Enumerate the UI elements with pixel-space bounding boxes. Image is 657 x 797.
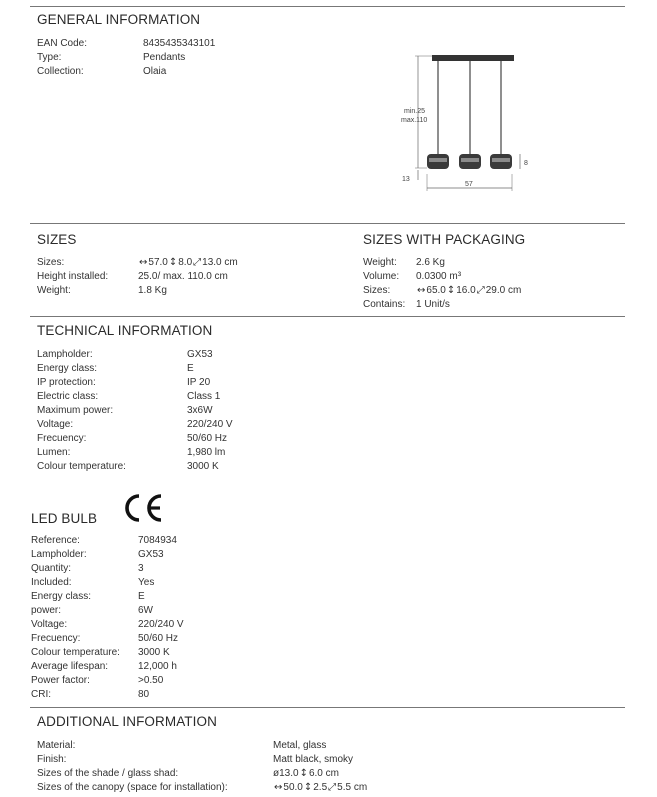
pack-sizes-value	[416, 284, 521, 298]
technical-row	[37, 348, 233, 362]
led-row	[31, 576, 184, 590]
technical-value: 3x6W	[187, 405, 213, 416]
type-label: Type:	[37, 52, 62, 63]
canopy-width: 50.0	[283, 782, 303, 793]
led-value: E	[138, 591, 145, 602]
height-arrow-icon: ↕	[299, 768, 308, 779]
height-arrow-icon: ↕	[446, 285, 456, 296]
led-row	[31, 604, 184, 618]
technical-value: IP 20	[187, 377, 211, 388]
weight-label: Weight:	[37, 285, 71, 296]
led-row	[31, 646, 184, 660]
technical-key: Lumen:	[37, 447, 71, 458]
divider-general-sizes	[30, 223, 625, 224]
led-row	[31, 562, 184, 576]
height-label-max: max.110	[401, 117, 428, 124]
shade-3	[490, 154, 512, 169]
depth-arrow-icon: ⤢	[193, 257, 202, 268]
pack-height: 16.0	[456, 285, 476, 296]
pack-weight-label: Weight:	[363, 257, 397, 268]
shade-size-label: Sizes of the shade / glass shad:	[37, 768, 179, 779]
led-row	[31, 660, 184, 674]
sizes-row	[37, 270, 238, 284]
technical-row	[37, 390, 233, 404]
technical-key: Maximum power:	[37, 405, 114, 416]
finish-value: Matt black, smoky	[273, 754, 354, 765]
depth-arrow-icon: ⤢	[328, 782, 337, 793]
ce-mark-icon	[122, 492, 164, 524]
technical-value: 50/60 Hz	[187, 433, 228, 444]
led-value: 7084934	[138, 535, 177, 546]
led-value: 80	[138, 689, 150, 700]
led-value: 50/60 Hz	[138, 633, 179, 644]
width-arrow-icon: ↔	[139, 257, 148, 268]
technical-row	[37, 376, 233, 390]
technical-row	[37, 460, 233, 474]
pack-depth: 29.0 cm	[485, 285, 522, 296]
side-label: 8	[524, 160, 528, 167]
additional-row	[37, 781, 367, 795]
led-value: Yes	[138, 577, 155, 588]
technical-row	[37, 446, 233, 460]
general-row	[37, 65, 215, 79]
ean-label: EAN Code:	[37, 38, 88, 49]
sizes-row	[37, 256, 238, 270]
led-key: power:	[31, 605, 62, 616]
led-key: Quantity:	[31, 563, 72, 574]
led-value: 6W	[138, 605, 153, 616]
height-arrow-icon: ↕	[168, 257, 178, 268]
technical-value: GX53	[187, 349, 213, 360]
led-row	[31, 674, 184, 688]
led-row	[31, 632, 184, 646]
led-key: Lampholder:	[31, 549, 87, 560]
general-info-title: GENERAL INFORMATION	[37, 12, 201, 27]
led-key: Voltage:	[31, 619, 68, 630]
technical-key: Lampholder:	[37, 349, 93, 360]
additional-row	[37, 739, 367, 753]
height-label-min: min.25	[404, 108, 426, 115]
packaging-row	[363, 256, 521, 270]
led-key: Energy class:	[31, 591, 92, 602]
collection-label: Collection:	[37, 66, 84, 77]
collection-value: Olaia	[143, 66, 167, 77]
width-arrow-icon: ↔	[274, 782, 283, 793]
technical-value: 3000 K	[187, 461, 219, 472]
led-key: Colour temperature:	[31, 647, 120, 658]
material-label: Material:	[37, 740, 76, 751]
sizes-row	[37, 284, 238, 298]
ean-value: 8435435343101	[143, 38, 216, 49]
general-info-list	[37, 37, 215, 79]
divider-top	[30, 6, 625, 7]
technical-key: Voltage:	[37, 419, 74, 430]
canopy-height: 2.5	[313, 782, 328, 793]
depth-arrow-icon: ⤢	[476, 285, 485, 296]
divider-sizes-technical	[30, 316, 625, 317]
shade-diameter: ø13.0	[273, 768, 299, 779]
technical-key: Frecuency:	[37, 433, 87, 444]
led-value: 220/240 V	[138, 619, 184, 630]
led-row	[31, 534, 184, 548]
led-value: 3000 K	[138, 647, 170, 658]
technical-row	[37, 404, 233, 418]
technical-row	[37, 362, 233, 376]
packaging-title: SIZES WITH PACKAGING	[363, 232, 526, 247]
packaging-row	[363, 284, 521, 298]
led-key: Power factor:	[31, 675, 90, 686]
sizes-title: SIZES	[37, 232, 77, 247]
technical-value: 1,980 lm	[187, 447, 226, 458]
led-row	[31, 688, 184, 702]
led-key: Average lifespan:	[31, 661, 109, 672]
led-value: 3	[138, 563, 144, 574]
additional-row	[37, 753, 367, 767]
height-installed-value: 25.0/ max. 110.0 cm	[138, 271, 228, 282]
divider-led-additional	[30, 707, 625, 708]
led-key: Included:	[31, 577, 72, 588]
led-bulb-list	[31, 534, 184, 702]
shade-size-value	[273, 767, 339, 781]
technical-key: IP protection:	[37, 377, 96, 388]
pack-contains-value: 1 Unit/s	[416, 299, 450, 310]
technical-row	[37, 432, 233, 446]
finish-label: Finish:	[37, 754, 67, 765]
technical-list	[37, 348, 233, 474]
technical-row	[37, 418, 233, 432]
weight-value: 1.8 Kg	[138, 285, 167, 296]
pack-width: 65.0	[426, 285, 446, 296]
packaging-row	[363, 298, 521, 312]
technical-key: Energy class:	[37, 363, 98, 374]
led-value: GX53	[138, 549, 164, 560]
additional-title: ADDITIONAL INFORMATION	[37, 714, 217, 729]
sizes-width: 57.0	[148, 257, 168, 268]
bottom-left-label: 13	[402, 176, 410, 183]
pack-volume-label: Volume:	[363, 271, 400, 282]
sizes-label: Sizes:	[37, 257, 65, 268]
width-arrow-icon: ↔	[417, 285, 426, 296]
pack-contains-label: Contains:	[363, 299, 406, 310]
pack-weight-value: 2.6 Kg	[416, 257, 445, 268]
led-value: 12,000 h	[138, 661, 177, 672]
canopy-bar	[432, 55, 514, 61]
sizes-list	[37, 256, 238, 298]
sizes-depth: 13.0 cm	[202, 257, 238, 268]
height-installed-label: Height installed:	[37, 271, 109, 282]
led-row	[31, 548, 184, 562]
shade-2	[459, 154, 481, 169]
packaging-list	[363, 256, 521, 312]
led-row	[31, 590, 184, 604]
technical-key: Colour temperature:	[37, 461, 126, 472]
canopy-size-label: Sizes of the canopy (space for installation):	[37, 782, 228, 793]
led-key: Frecuency:	[31, 633, 81, 644]
led-bulb-title: LED BULB	[31, 511, 98, 526]
sizes-value	[138, 256, 238, 270]
pack-volume-value: 0.0300 m³	[416, 271, 462, 282]
additional-list	[37, 739, 367, 795]
pack-sizes-label: Sizes:	[363, 285, 391, 296]
technical-value: 220/240 V	[187, 419, 233, 430]
technical-value: E	[187, 363, 194, 374]
technical-value: Class 1	[187, 391, 221, 402]
height-arrow-icon: ↕	[303, 782, 313, 793]
led-row	[31, 618, 184, 632]
pendant-technical-drawing	[396, 50, 536, 200]
led-key: Reference:	[31, 535, 80, 546]
type-value: Pendants	[143, 52, 186, 63]
shade-1	[427, 154, 449, 169]
general-row	[37, 51, 215, 65]
packaging-row	[363, 270, 521, 284]
shade-height: 6.0 cm	[308, 768, 339, 779]
technical-title: TECHNICAL INFORMATION	[37, 323, 213, 338]
canopy-size-value	[273, 781, 367, 795]
additional-row	[37, 767, 367, 781]
led-value: >0.50	[138, 675, 164, 686]
canopy-depth: 5.5 cm	[337, 782, 368, 793]
material-value: Metal, glass	[273, 740, 327, 751]
technical-key: Electric class:	[37, 391, 99, 402]
led-key: CRI:	[31, 689, 51, 700]
sizes-height: 8.0	[178, 257, 193, 268]
general-row	[37, 37, 215, 51]
width-label: 57	[465, 181, 473, 188]
